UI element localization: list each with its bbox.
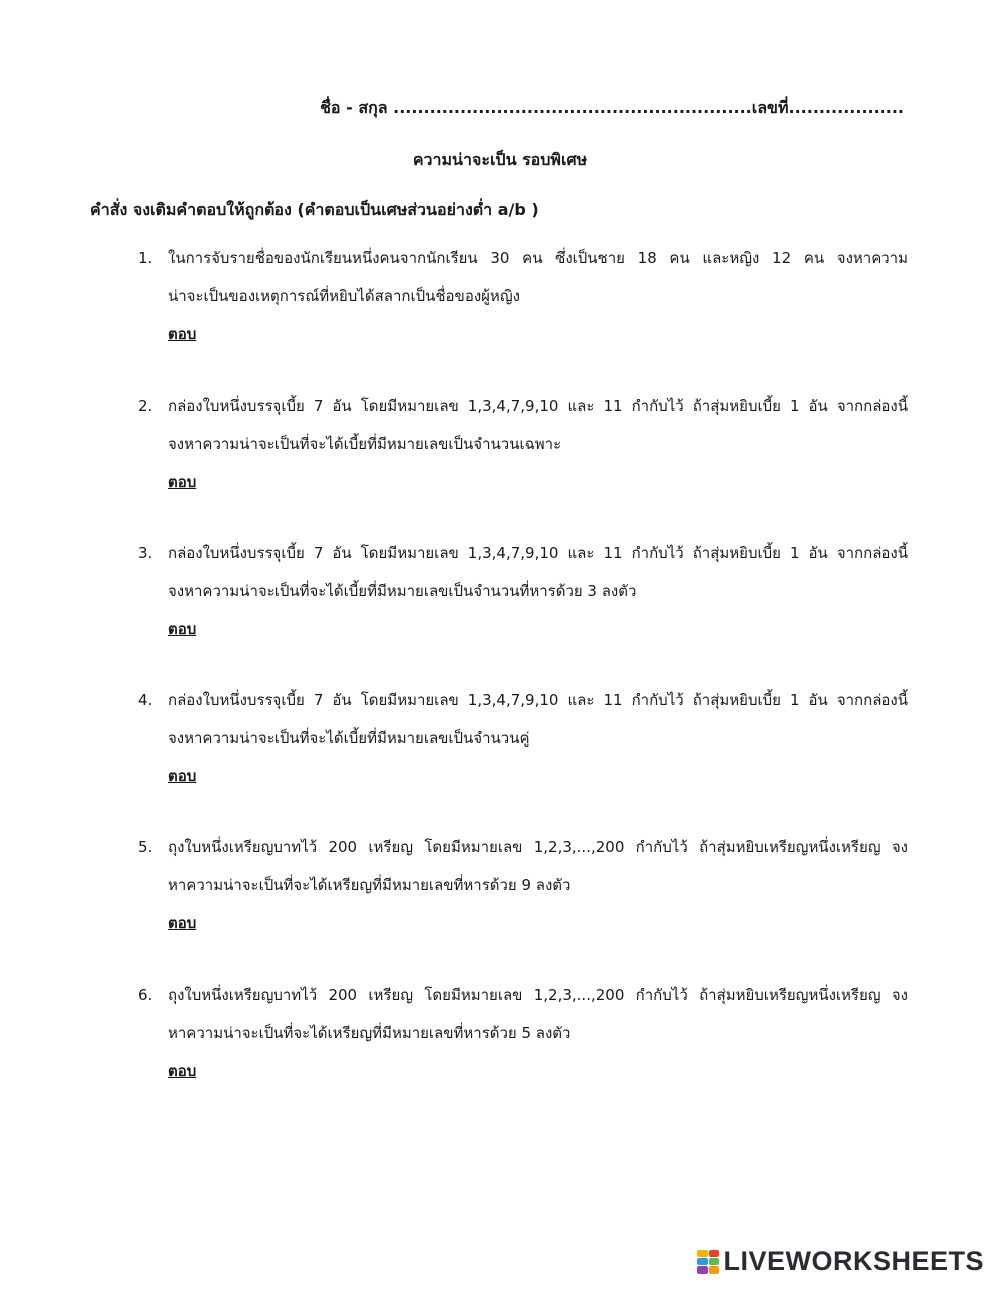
question-text-line-2: จงหาความน่าจะเป็นที่จะได้เบี้ยที่มีหมายเลขเป็นจำนวนเฉพาะ <box>168 435 562 453</box>
question-3 <box>138 541 908 638</box>
question-text-line-2: หาความน่าจะเป็นที่จะได้เหรียญที่มีหมายเลขที่หารด้วย 5 ลงตัว <box>168 1024 571 1042</box>
question-text-line-1: ถุงใบหนึ่งเหรียญบาทไว้ 200 เหรียญ โดยมีหมายเลข 1,2,3,...,200 กำกับไว้ ถ้าสุ่มหยิบเหรียญหนึ่งเหรียญ จง <box>168 838 908 856</box>
question-6 <box>138 983 908 1080</box>
answer-label[interactable]: ตอบ <box>168 473 197 491</box>
liveworksheets-logo <box>697 1246 984 1277</box>
question-2 <box>138 394 908 491</box>
question-number: 4. <box>138 691 153 709</box>
question-text-line-1: ถุงใบหนึ่งเหรียญบาทไว้ 200 เหรียญ โดยมีหมายเลข 1,2,3,...,200 กำกับไว้ ถ้าสุ่มหยิบเหรียญหนึ่งเหรียญ จง <box>168 986 908 1004</box>
question-text-line-1: กล่องใบหนึ่งบรรจุเบี้ย 7 อัน โดยมีหมายเลข 1,3,4,7,9,10 และ 11 กำกับไว้ ถ้าสุ่มหยิบเบี้ย 1 อัน จากกล่องนี้ <box>168 691 908 709</box>
question-number: 1. <box>138 249 153 267</box>
question-text-line-1: กล่องใบหนึ่งบรรจุเบี้ย 7 อัน โดยมีหมายเลข 1,3,4,7,9,10 และ 11 กำกับไว้ ถ้าสุ่มหยิบเบี้ย 1 อัน จากกล่องนี้ <box>168 544 908 562</box>
answer-label[interactable]: ตอบ <box>168 325 197 343</box>
name-number-line: ชื่อ - สกุล ...........................................................เลขที่................... <box>320 98 904 117</box>
question-number: 5. <box>138 838 153 856</box>
question-text-line-1: กล่องใบหนึ่งบรรจุเบี้ย 7 อัน โดยมีหมายเลข 1,3,4,7,9,10 และ 11 กำกับไว้ ถ้าสุ่มหยิบเบี้ย 1 อัน จากกล่องนี้ <box>168 397 908 415</box>
question-text-line-2: น่าจะเป็นของเหตุการณ์ที่หยิบได้สลากเป็นชื่อของผู้หญิง <box>168 287 520 305</box>
answer-label[interactable]: ตอบ <box>168 914 197 932</box>
question-text-line-2: จงหาความน่าจะเป็นที่จะได้เบี้ยที่มีหมายเลขเป็นจำนวนคู่ <box>168 729 530 747</box>
liveworksheets-logo-icon <box>697 1250 719 1274</box>
question-text-line-2: หาความน่าจะเป็นที่จะได้เหรียญที่มีหมายเลขที่หารด้วย 9 ลงตัว <box>168 876 571 894</box>
worksheet-title: ความน่าจะเป็น รอบพิเศษ <box>412 150 588 169</box>
answer-label[interactable]: ตอบ <box>168 767 197 785</box>
question-number: 6. <box>138 986 153 1004</box>
liveworksheets-logo-text: LIVEWORKSHEETS <box>723 1246 984 1276</box>
answer-label[interactable]: ตอบ <box>168 620 197 638</box>
answer-label[interactable]: ตอบ <box>168 1062 197 1080</box>
question-text-line-1: ในการจับรายชื่อของนักเรียนหนึ่งคนจากนักเรียน 30 คน ซึ่งเป็นชาย 18 คน และหญิง 12 คน จงหาความ <box>168 249 908 267</box>
question-number: 2. <box>138 397 153 415</box>
question-text-line-2: จงหาความน่าจะเป็นที่จะได้เบี้ยที่มีหมายเลขเป็นจำนวนที่หารด้วย 3 ลงตัว <box>168 582 637 600</box>
question-1 <box>138 246 908 343</box>
instruction-text: คำสั่ง จงเติมคำตอบให้ถูกต้อง (คำตอบเป็นเศษส่วนอย่างต่ำ a/b ) <box>90 200 539 219</box>
question-number: 3. <box>138 544 153 562</box>
question-4 <box>138 688 908 785</box>
question-5 <box>138 835 908 932</box>
